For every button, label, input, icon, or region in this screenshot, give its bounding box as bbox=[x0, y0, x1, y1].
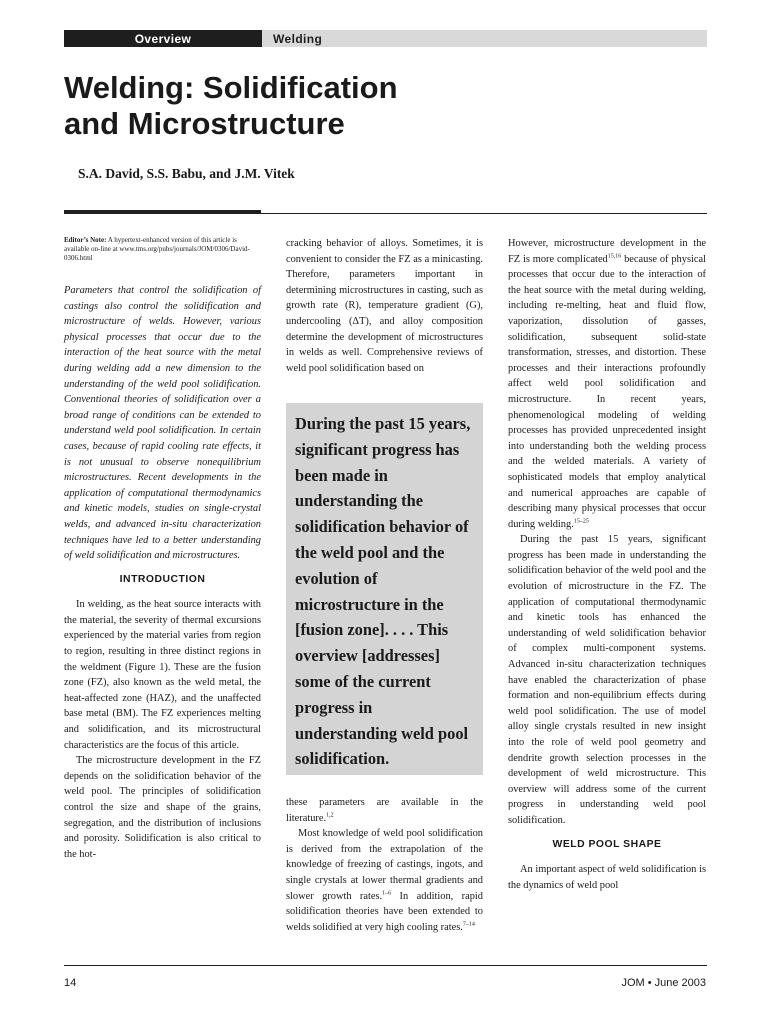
column-1 bbox=[64, 236, 261, 862]
title-line-1: Welding: Solidification bbox=[64, 70, 398, 105]
col2-bottom-text-a: these parameters are available in the literature. bbox=[286, 797, 483, 824]
col2-bottom-paragraph-1 bbox=[286, 795, 483, 826]
title-line-2: and Microstructure bbox=[64, 106, 345, 141]
col2-bottom-text-c: In addition, rapid solidification theories have been extended to welds solidified at very high cooling rates. bbox=[286, 890, 484, 933]
col3-paragraph-3: An important aspect of weld solidification is the dynamics of weld pool bbox=[508, 864, 706, 891]
col3-paragraph-1 bbox=[508, 236, 706, 532]
section-header bbox=[64, 30, 707, 47]
topic-label: Welding bbox=[262, 30, 707, 47]
journal-citation: JOM • June 2003 bbox=[621, 977, 706, 989]
col3-text-b: because of physical processes that occur due to the interaction of the heat source with the metal during welding, including re-melting, heat and fluid flow, vaporization, dissolution of gasses, solidification, subsequent solid-state transformation, stresses, and distortion. These processes and their interactions profoundly affect weld pool solidification and microstructure. In recent years, phenomenological modeling of welding processes has provided unprecedented insight into understanding both the welding process and the welded materials. A variety of sophisticated models that employ analytical and numerical approaches are capable of describing many physical processes that occur during welding. bbox=[508, 253, 706, 530]
editors-note-label: Editor’s Note: bbox=[64, 236, 107, 244]
editors-note-text: A hypertext-enhanced version of this article is available on-line at www.tms.org/pubs/journals/JOM/0306/David-0306.html bbox=[64, 236, 250, 262]
col3-paragraph-2: During the past 15 years, significant progress has been made in understanding the solidification behavior of the weld pool and the evolution of microstructure in the FZ. The application of computational thermodynamic and kinetic tools has enhanced the understanding of weld solidification behavior of complex multi-component systems. Advanced in-situ characterization techniques have enabled the characterization of phase formation and non-equilibrium effects during weld pool solidification. The use of model alloy single crystals resulted in new insight into the role of weld pool geometry and dendrite growth selection processes in the development of weld microstructure. This overview will address some of the current progress in understanding weld pool solidification. bbox=[508, 534, 706, 826]
ref-7-14: 7–14 bbox=[462, 921, 475, 928]
col3-text-a: However, microstructure development in the FZ is more complicated bbox=[508, 238, 706, 265]
col2-top-paragraph: cracking behavior of alloys. Sometimes, it is convenient to consider the FZ as a minicasting. Therefore, parameters important in determining microstructures in casting, such as growth rate (R), temperature gradient (G), undercooling (ΔT), and alloy composition determine the development of microstructures in welds as well. Comprehensive reviews of weld pool solidification based on bbox=[286, 238, 483, 374]
title-rule-thick bbox=[64, 210, 261, 214]
footer-rule bbox=[64, 965, 707, 966]
column-3 bbox=[508, 236, 706, 893]
author-list: S.A. David, S.S. Babu, and J.M. Vitek bbox=[78, 166, 295, 181]
intro-paragraph-1: In welding, as the heat source interacts with the material, the severity of thermal excursions experienced by the material varies from region to region, resulting in three distinct regions in the weldment (Figure 1). These are the fusion zone (FZ), also known as the weld metal, the heat-affected zone (HAZ), and the unaffected base metal (BM). The FZ experiences melting and solidification, and its microstructural characteristics are the focus of this article. bbox=[64, 599, 261, 751]
introduction-heading: INTRODUCTION bbox=[119, 573, 206, 585]
col2-bottom-paragraph-2 bbox=[286, 826, 483, 935]
editors-note bbox=[64, 236, 261, 263]
intro-paragraph-2: The microstructure development in the FZ depends on the solidification behavior of the weld pool. The principles of solidification control the size and shape of the grains, segregation, and the distribution of inclusions and porosity. Solidification is also critical to the hot- bbox=[64, 755, 261, 860]
article-title bbox=[64, 70, 584, 142]
section-label: Overview bbox=[64, 30, 262, 47]
ref-1-2: 1,2 bbox=[326, 812, 334, 819]
column-2-top bbox=[286, 236, 483, 376]
ref-15-25: 15–25 bbox=[573, 518, 589, 525]
weld-pool-shape-heading: WELD POOL SHAPE bbox=[552, 838, 662, 850]
ref-15-16: 15,16 bbox=[607, 253, 622, 260]
page-number: 14 bbox=[64, 977, 77, 989]
title-rule-thin bbox=[261, 213, 707, 214]
col2-bottom-text-b: Most knowledge of weld pool solidification is derived from the extrapolation of the knowledge of freezing of castings, ingots, and single crystals at lower thermal gradients and slower growth rates. bbox=[286, 828, 483, 902]
abstract: Parameters that control the solidification of castings also control the solidification and microstructure of welds. However, various physical processes that occur due to the interaction of the heat source with the metal during welding add a new dimension to the understanding of the weld pool solidification. Conventional theories of solidification over a broad range of conditions can be extended to understand weld pool solidification. In certain cases, because of rapid cooling rate effects, it is not unusual to observe nonequilibrium microstructures. Recent developments in the application of computational thermodynamics and kinetic models, studies on single-crystal welds, and advanced in-situ characterization techniques have led to a better understanding of weld solidification and microstructures. bbox=[64, 285, 261, 562]
column-2-bottom bbox=[286, 795, 483, 935]
pull-quote: During the past 15 years, significant progress has been made in understanding the solidification behavior of the weld pool and the evolution of microstructure in the [fusion zone]. . . . This overview [addresses] some of the current progress in understanding weld pool solidification. bbox=[286, 403, 483, 775]
ref-1-6: 1–6 bbox=[382, 890, 392, 897]
